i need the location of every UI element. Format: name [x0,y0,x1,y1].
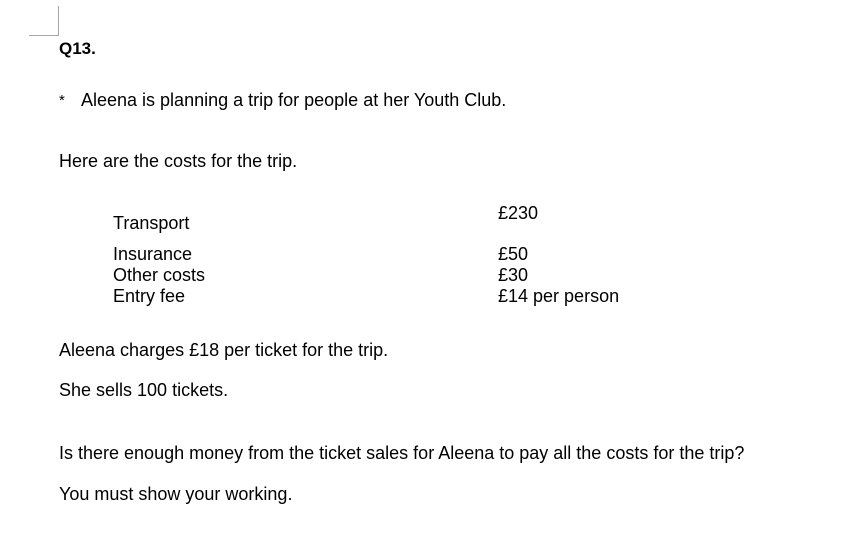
cost-label-entry-fee: Entry fee [113,286,186,306]
page-corner-mark [29,6,59,36]
ticket-price-text: Aleena charges £18 per ticket for the trip. [59,340,389,360]
cost-label-insurance: Insurance [113,244,193,264]
cost-value-transport: £230 [498,203,539,223]
question-text: Is there enough money from the ticket sales for Aleena to pay all the costs for the trip? [59,443,745,463]
cost-value-other: £30 [498,265,529,285]
cost-value-insurance: £50 [498,244,529,264]
instruction-text: You must show your working. [59,484,293,504]
asterisk-marker: * [59,92,65,109]
tickets-sold-text: She sells 100 tickets. [59,380,229,400]
cost-value-entry-fee: £14 per person [498,286,620,306]
cost-label-other: Other costs [113,265,206,285]
costs-heading: Here are the costs for the trip. [59,151,298,171]
cost-label-transport: Transport [113,213,190,233]
question-number: Q13. [59,39,96,58]
question-intro: Aleena is planning a trip for people at her Youth Club. [81,90,507,110]
